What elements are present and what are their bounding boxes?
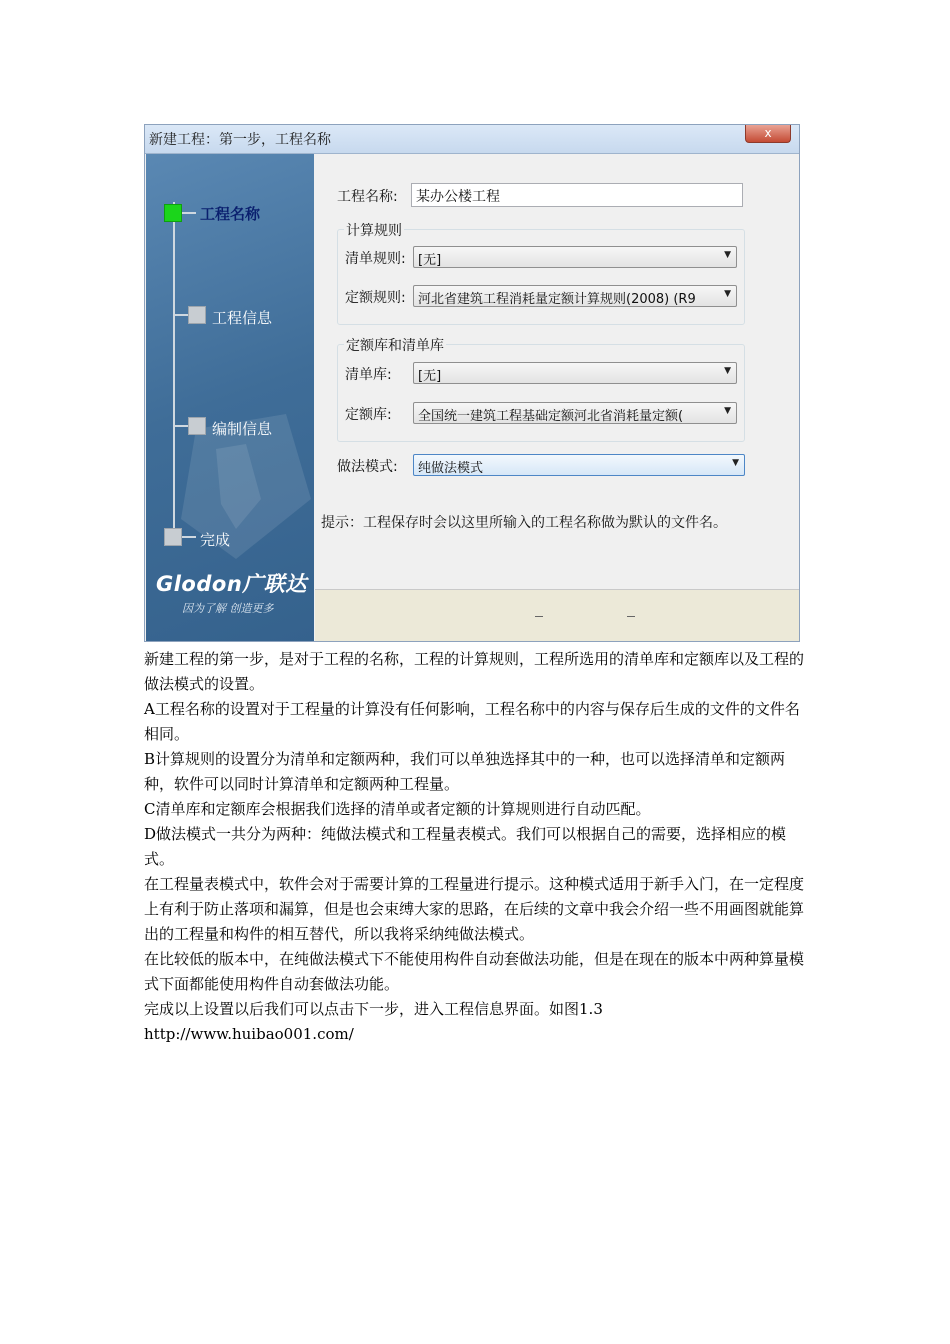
paragraph-intro: 新建工程的第一步，是对于工程的名称，工程的计算规则，工程所选用的清单库和定额库以及工程的做法模式的设置。 — [144, 650, 805, 693]
step-label: 完成 — [200, 531, 231, 549]
button-placeholder — [535, 616, 543, 617]
hint-text: 提示：工程保存时会以这里所输入的工程名称做为默认的文件名。 — [321, 515, 727, 531]
calc-rules-group — [337, 223, 745, 325]
list-lib-select[interactable]: [无] ▼ — [413, 362, 737, 384]
dialog-title: 新建工程：第一步，工程名称 — [149, 132, 331, 148]
method-select[interactable]: 纯做法模式 ▼ — [413, 454, 745, 476]
list-lib-label: 清单库: — [345, 367, 392, 383]
paragraph-c: C清单库和定额库会根据我们选择的清单或者定额的计算规则进行自动匹配。 — [144, 800, 651, 818]
source-url-link[interactable]: http://www.huibao001.com/ — [144, 1025, 354, 1043]
wizard-sidebar — [146, 154, 314, 642]
step-indicator-active — [164, 204, 182, 222]
paragraph-versions: 在比较低的版本中，在纯做法模式下不能使用构件自动套做法功能，但是在现在的版本中两种算量模式下面都能使用构件自动套做法功能。 — [144, 950, 805, 993]
step-label: 编制信息 — [212, 420, 273, 438]
list-rule-label: 清单规则: — [345, 251, 406, 267]
library-group — [337, 338, 745, 442]
wizard-content — [315, 154, 799, 589]
chevron-down-icon: ▼ — [724, 250, 731, 260]
step-indicator — [164, 528, 182, 546]
quota-lib-select[interactable]: 全国统一建筑工程基础定额河北省消耗量定额( ▼ — [413, 402, 737, 424]
quota-rule-select[interactable]: 河北省建筑工程消耗量定额计算规则(2008) (R9 ▼ — [413, 285, 737, 307]
paragraph-d: D做法模式一共分为两种：纯做法模式和工程量表模式。我们可以根据自己的需要，选择相应的模式。 — [144, 825, 787, 868]
step-connector-line — [173, 202, 175, 537]
new-project-dialog — [144, 124, 800, 642]
step-indicator — [188, 417, 206, 435]
dialog-button-bar — [315, 589, 799, 642]
chevron-down-icon: ▼ — [724, 406, 731, 416]
project-name-label: 工程名称: — [337, 189, 398, 205]
list-rule-select[interactable]: [无] ▼ — [413, 246, 737, 268]
library-group-title: 定额库和清单库 — [344, 335, 446, 355]
paragraph-next-step: 完成以上设置以后我们可以点击下一步，进入工程信息界面。如图1.3 — [144, 1000, 603, 1018]
dialog-titlebar — [145, 125, 799, 154]
close-button[interactable]: x — [745, 125, 791, 143]
paragraph-a: A工程名称的设置对于工程量的计算没有任何影响，工程名称中的内容与保存后生成的文件的文件名相同。 — [144, 700, 800, 743]
logo-slogan: 因为了解 创造更多 — [182, 602, 274, 615]
method-label: 做法模式: — [337, 459, 398, 475]
quota-rule-label: 定额规则: — [345, 290, 406, 306]
step-label: 工程信息 — [212, 309, 273, 327]
quota-lib-label: 定额库: — [345, 407, 392, 423]
chevron-down-icon: ▼ — [732, 458, 739, 468]
paragraph-quantity-mode: 在工程量表模式中，软件会对于需要计算的工程量进行提示。这种模式适用于新手入门，在一定程度上有利于防止落项和漏算，但是也会束缚大家的思路，在后续的文章中我会介绍一些不用画图就能算出的工程量和构件的相互替代，所以我将采纳纯做法模式。 — [144, 875, 805, 943]
chevron-down-icon: ▼ — [724, 366, 731, 376]
calc-rules-group-title: 计算规则 — [344, 220, 404, 240]
paragraph-b: B计算规则的设置分为清单和定额两种，我们可以单独选择其中的一种，也可以选择清单和定额两种，软件可以同时计算清单和定额两种工程量。 — [144, 750, 786, 793]
project-name-input[interactable]: 某办公楼工程 — [411, 183, 743, 207]
glodon-logo: Glodon广联达 — [156, 572, 307, 596]
step-indicator — [188, 306, 206, 324]
button-placeholder — [627, 616, 635, 617]
step-label: 工程名称 — [200, 205, 261, 223]
chevron-down-icon: ▼ — [724, 289, 731, 299]
